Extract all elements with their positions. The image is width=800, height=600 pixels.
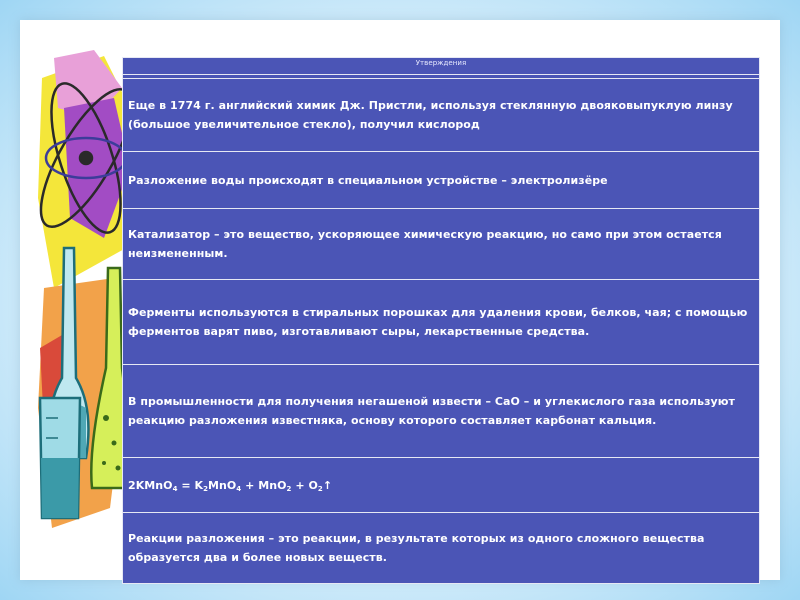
table-cell: Разложение воды происходят в специальном устройстве – электролизёре: [123, 152, 760, 209]
table-cell: Катализатор – это вещество, ускоряющее химическую реакцию, но само при этом остается неизмененным.: [123, 209, 760, 280]
table-cell: Ферменты используются в стиральных порошках для удаления крови, белков, чая; с помощью ферментов варят пиво, изготавливают сыры, лекарственные средства.: [123, 280, 760, 365]
table-header-row: [123, 58, 760, 75]
statements-table: [122, 57, 760, 584]
beaker-icon: [40, 398, 80, 518]
table-row: [123, 152, 760, 209]
table-row: [123, 280, 760, 365]
table-cell: Реакции разложения – это реакции, в результате которых из одного сложного вещества образуется два и более новых веществ.: [123, 513, 760, 584]
table-cell: Еще в 1774 г. английский химик Дж. Пристли, используя стеклянную двояковыпуклую линзу (большое увеличительное стекло), получил кислород: [123, 79, 760, 152]
table-row: [123, 365, 760, 458]
table-row: [123, 79, 760, 152]
table-row: [123, 458, 760, 513]
chemistry-glassware-illustration: [34, 48, 130, 548]
equation-cell: [123, 458, 760, 513]
decomposition-equation: 2KMnO$_4$ = $K_2MnO_4 + MnO_2$ + $O_2↑$: [128, 478, 333, 493]
table-header-cell: Утверждения: [123, 58, 760, 75]
table-cell: В промышленности для получения негашеной извести – CaO – и углекислого газа используют реакцию разложения известняка, основу которого составляет карбонат кальция.: [123, 365, 760, 458]
table-row: [123, 513, 760, 584]
slide: [20, 20, 780, 580]
table-row: [123, 209, 760, 280]
